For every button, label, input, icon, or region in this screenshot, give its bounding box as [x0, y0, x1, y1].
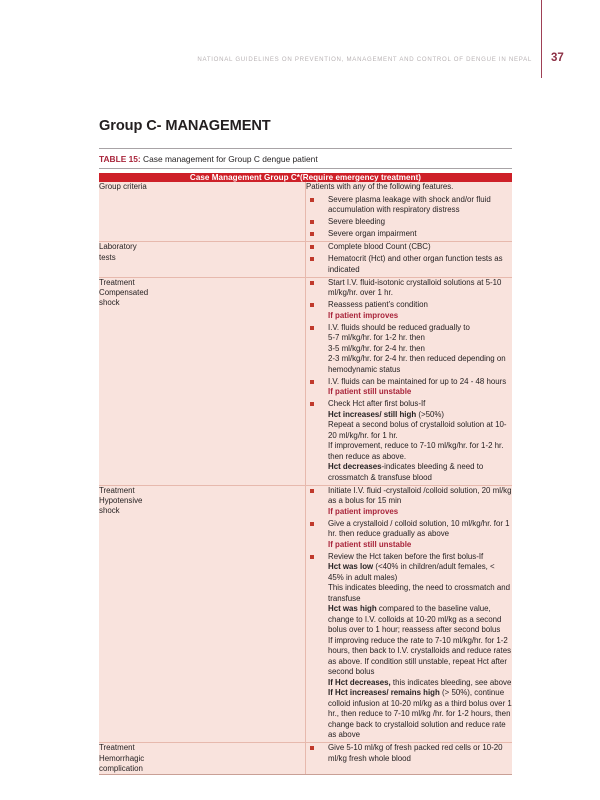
bullet-line: [328, 678, 512, 689]
bullet-line: If improvement, reduce to 7-10 ml/kg/hr. for 1-2 hr. then reduce as above.: [328, 441, 504, 461]
table-row-label-line: tests: [99, 252, 116, 262]
bullet-item: [306, 743, 512, 764]
bullet-item: [306, 254, 512, 275]
bullet-line: Severe bleeding: [328, 217, 386, 227]
bullet-list: [306, 486, 512, 741]
bullet-line-rest: compared to the baseline value, change to I.V. colloids at 10-20 ml/kg as a second bolus over to 1 hour; reassess after second bolus: [328, 604, 502, 635]
bullet-line: I.V. fluids can be maintained for up to 24 - 48 hours: [328, 376, 507, 386]
bullet-line: [328, 410, 512, 421]
bullet-line: I.V. fluids should be reduced gradually to: [328, 322, 470, 332]
table-row: [99, 485, 512, 743]
page-number: 37: [551, 52, 564, 64]
bullet-line: If patient still unstable: [328, 539, 412, 549]
bullet-line-emphasis: If Hct decreases,: [328, 677, 391, 687]
table-row-label-line: Treatment: [99, 743, 135, 753]
table-row-label-line: Treatment: [99, 485, 135, 495]
bullet-line: Start I.V. fluid-isotonic crystalloid solutions at 5-10 ml/kg/hr. over 1 hr.: [328, 277, 502, 298]
table-row-label-line: Hemorrhagic: [99, 753, 145, 763]
bullet-line-emphasis: Hct was low: [328, 562, 374, 572]
bullet-line: Complete blood Count (CBC): [328, 242, 431, 252]
table-row-label: [99, 277, 306, 485]
bullet-item: [306, 242, 512, 253]
bullet-list: [306, 195, 512, 240]
table-row: [99, 743, 512, 775]
table-row: [99, 277, 512, 485]
page-title: Group C- MANAGEMENT: [99, 118, 271, 134]
bullet-line: Initiate I.V. fluid -crystalloid /colloid solution, 20 ml/kg as a bolus for 15 min: [328, 485, 512, 506]
bullet-line: 2-3 ml/kg/hr. for 2-4 hr. then reduced depending on hemodynamic status: [328, 354, 506, 374]
bullet-item: [306, 377, 512, 398]
bullet-line-emphasis: Hct was high: [328, 604, 377, 614]
bullet-line-emphasis: If Hct increases/ remains high: [328, 688, 440, 698]
table-row-content: [306, 743, 513, 775]
bullet-item: [306, 486, 512, 518]
table-row-label-line: Group criteria: [99, 182, 147, 192]
bullet-line: 3-5 ml/kg/hr. for 2-4 hr. then: [328, 343, 425, 353]
page-running-header: [0, 0, 600, 86]
bullet-line: If improving reduce the rate to 7-10 ml/kg/hr. for 1-2 hours, then back to I.V. crystalloids and reduce rates as above. If condition still unstable, repeat Hct after second bolus: [328, 635, 512, 677]
bullet-line-rest: (<40% in children/adult females, < 45% in adult males): [328, 562, 495, 582]
table-row: [99, 242, 512, 278]
table-body: [99, 182, 512, 775]
bullet-line: If patient improves: [328, 310, 399, 320]
bullet-list: [306, 278, 512, 484]
table-caption-text: [99, 154, 512, 164]
bullet-line: This indicates bleeding, the need to crossmatch and transfuse: [328, 583, 511, 603]
row-lead-text: Patients with any of the following features.: [306, 182, 454, 192]
bullet-line: Hematocrit (Hct) and other organ function tests as indicated: [328, 254, 503, 274]
bullet-line: [328, 562, 512, 583]
bullet-line-rest: this indicates bleeding, see above: [390, 677, 512, 687]
page-content: [99, 118, 512, 775]
bullet-line: Repeat a second bolus of crystalloid solution at 10-20 ml/kg/hr. for 1 hr.: [328, 420, 507, 440]
table-row-content: [306, 242, 513, 278]
bullet-item: [306, 552, 512, 741]
bullet-line: Review the Hct taken before the first bolus-If: [328, 551, 484, 561]
bullet-list: [306, 242, 512, 275]
bullet-line: If patient still unstable: [328, 387, 412, 397]
bullet-line-rest: -indicates bleeding & need to crossmatch & transfuse blood: [328, 462, 484, 482]
running-head-text: NATIONAL GUIDELINES ON PREVENTION, MANAGEMENT AND CONTROL OF DENGUE IN NEPAL: [197, 56, 532, 63]
table-header-row: [99, 173, 512, 182]
bullet-line: Reassess patient’s condition: [328, 300, 428, 310]
bullet-line: Severe organ impairment: [328, 229, 417, 239]
header-vertical-rule: [541, 0, 542, 78]
table-row: [99, 182, 512, 242]
table-row-content: [306, 277, 513, 485]
table-row-label-line: Laboratory: [99, 242, 137, 252]
bullet-line: Give 5-10 ml/kg of fresh packed red cells or 10-20 ml/kg fresh whole blood: [328, 743, 503, 763]
case-management-table: [99, 173, 512, 775]
table-header-title: Case Management Group C*(Require emergency treatment): [99, 173, 512, 182]
table-row-label-line: Hypotensive: [99, 496, 143, 505]
bullet-line: [328, 688, 512, 741]
bullet-line: If patient improves: [328, 506, 399, 516]
bullet-item: [306, 278, 512, 299]
table-row-label: [99, 485, 306, 743]
table-caption-label: TABLE 15:: [99, 154, 141, 164]
bullet-line: 5-7 ml/kg/hr. for 1-2 hr. then: [328, 333, 425, 343]
bullet-line: Give a crystalloid / colloid solution, 10 ml/kg/hr. for 1 hr. then reduce gradually as above: [328, 518, 510, 539]
table-row-label-line: shock: [99, 506, 120, 516]
bullet-item: [306, 195, 512, 216]
table-caption: [99, 148, 512, 169]
bullet-line: [328, 462, 512, 483]
bullet-item: [306, 519, 512, 551]
bullet-line-emphasis: Hct decreases: [328, 462, 382, 472]
bullet-list: [306, 743, 512, 764]
table-row-content: [306, 182, 513, 242]
bullet-item: [306, 399, 512, 483]
bullet-line: [328, 604, 512, 636]
table-row-label-line: Treatment: [99, 277, 135, 287]
bullet-line-emphasis: Hct increases/ still high: [328, 409, 417, 419]
bullet-line-rest: (>50%): [416, 409, 445, 419]
bullet-item: [306, 323, 512, 376]
table-row-label: [99, 242, 306, 278]
bullet-line: Check Hct after first bolus-If: [328, 399, 426, 409]
bullet-item: [306, 300, 512, 321]
table-row-content: [306, 485, 513, 743]
table-row-label: [99, 743, 306, 775]
table-row-label-line: Compensated: [99, 288, 149, 297]
bullet-item: [306, 229, 512, 240]
table-row-label: [99, 182, 306, 242]
bullet-line: Severe plasma leakage with shock and/or fluid accumulation with respiratory distress: [328, 194, 491, 215]
bullet-line-rest: (> 50%), continue colloid infusion at 10-20 ml/kg as a third bolus over 1 hr., then reduce to 7-10 ml/kg /hr. for 1-2 hours, then change back to crystalloid solution and reduce rate as above: [328, 688, 512, 740]
table-caption-body: Case management for Group C dengue patient: [140, 154, 318, 164]
table-row-label-line: complication: [99, 763, 143, 773]
table-row-label-line: shock: [99, 298, 120, 308]
bullet-item: [306, 217, 512, 228]
